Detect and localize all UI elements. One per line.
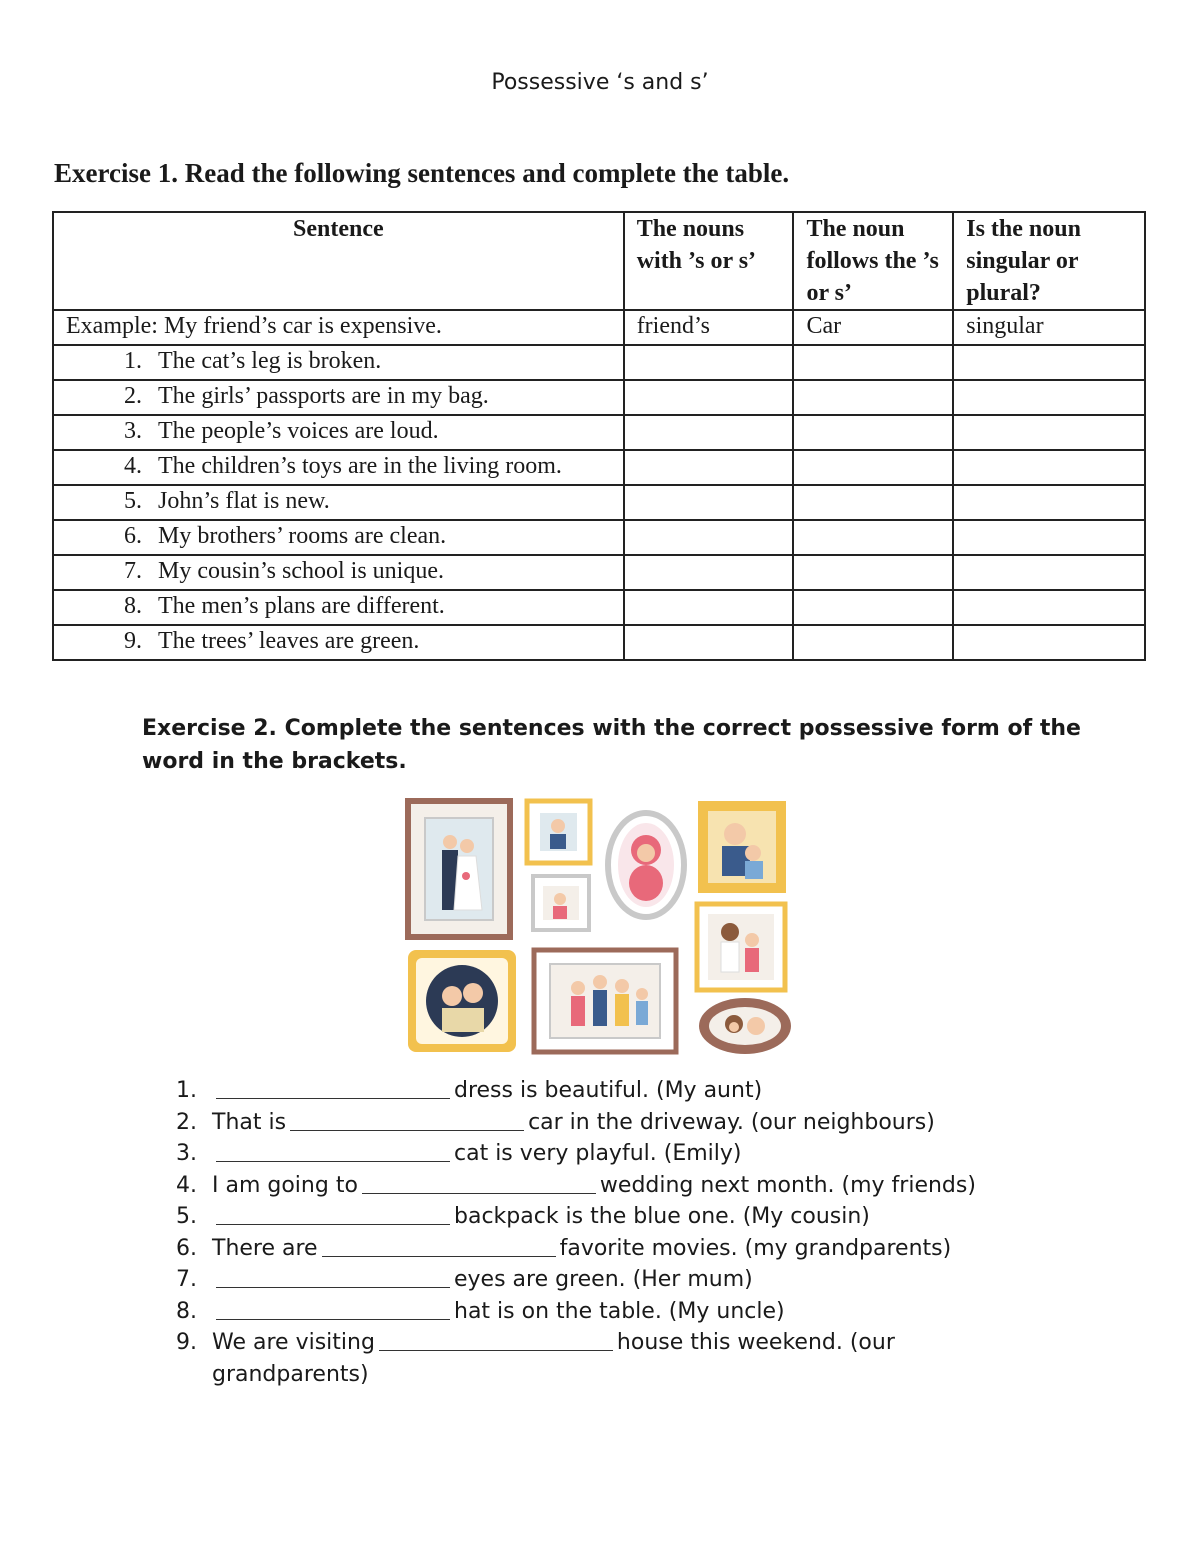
child-photo-frame — [527, 801, 590, 863]
item-text-before: I am going to — [212, 1172, 358, 1198]
sentence-text: The children’s toys are in the living room. — [158, 453, 562, 479]
sentence-cell — [53, 345, 624, 380]
number-answer-cell[interactable] — [953, 415, 1145, 450]
example-number: singular — [953, 310, 1145, 345]
item-text-after: eyes are green. (Her mum) — [454, 1267, 753, 1292]
example-sentence: Example: My friend’s car is expensive. — [53, 310, 624, 345]
item-text-after: wedding next month. (my friends) — [599, 1172, 976, 1198]
answer-blank[interactable] — [216, 1078, 450, 1099]
column-header-number: Is the noun singular or plural? — [953, 212, 1145, 310]
example-nouns: friend’s — [624, 310, 794, 345]
table-row — [53, 590, 1145, 625]
follows-answer-cell[interactable] — [793, 380, 953, 415]
follows-answer-cell[interactable] — [793, 345, 953, 380]
nouns-answer-cell[interactable] — [624, 345, 794, 380]
number-answer-cell[interactable] — [953, 450, 1145, 485]
follows-answer-cell[interactable] — [793, 590, 953, 625]
item-text-before: That is — [212, 1109, 287, 1135]
answer-blank[interactable] — [322, 1236, 556, 1257]
follows-answer-cell[interactable] — [793, 625, 953, 660]
table-row — [53, 345, 1145, 380]
nouns-answer-cell[interactable] — [624, 415, 794, 450]
sentence-cell — [53, 415, 624, 450]
list-item — [176, 1264, 1056, 1296]
table-row — [53, 520, 1145, 555]
answer-blank[interactable] — [216, 1204, 450, 1225]
item-text-after: backpack is the blue one. (My cousin) — [454, 1204, 870, 1229]
table-row-example — [53, 310, 1145, 345]
item-number: 5. — [176, 1204, 197, 1229]
answer-blank[interactable] — [216, 1267, 450, 1288]
sentence-cell — [53, 555, 624, 590]
sentence-text: The trees’ leaves are green. — [158, 628, 420, 654]
number-answer-cell[interactable] — [953, 485, 1145, 520]
elderly-couple-photo-frame — [408, 950, 516, 1052]
item-text-after: favorite movies. (my grandparents) — [559, 1235, 952, 1261]
table-row — [53, 555, 1145, 590]
mother-daughter-photo-frame — [697, 904, 785, 990]
list-item — [176, 1075, 1056, 1107]
couple-photo-oval-frame — [699, 998, 791, 1054]
list-item — [176, 1233, 1056, 1265]
nouns-answer-cell[interactable] — [624, 590, 794, 625]
list-item — [176, 1170, 1056, 1202]
item-number: 6. — [176, 1235, 197, 1261]
nouns-answer-cell[interactable] — [624, 625, 794, 660]
row-number: 2. — [124, 383, 142, 409]
row-number: 6. — [124, 523, 142, 549]
answer-blank[interactable] — [379, 1330, 613, 1351]
table-row — [53, 450, 1145, 485]
row-number: 9. — [124, 628, 142, 654]
list-item — [176, 1296, 1056, 1328]
item-text-after: house this weekend. (our grandparents) — [212, 1330, 895, 1387]
row-number: 8. — [124, 593, 142, 619]
number-answer-cell[interactable] — [953, 345, 1145, 380]
sentence-text: My cousin’s school is unique. — [158, 558, 444, 584]
exercise-1-heading: Exercise 1. Read the following sentences and complete the table. — [54, 158, 790, 188]
item-number: 1. — [176, 1078, 197, 1103]
table-row — [53, 380, 1145, 415]
item-number: 2. — [176, 1109, 197, 1135]
list-item — [176, 1138, 1056, 1170]
sentence-cell — [53, 450, 624, 485]
list-item — [176, 1327, 1056, 1390]
sentence-text: The people’s voices are loud. — [158, 418, 439, 444]
sentence-text: John’s flat is new. — [158, 488, 330, 514]
number-answer-cell[interactable] — [953, 590, 1145, 625]
answer-blank[interactable] — [216, 1299, 450, 1320]
sentence-text: The men’s plans are different. — [158, 593, 445, 619]
row-number: 3. — [124, 418, 142, 444]
column-header-follows: The noun follows the ’s or s’ — [793, 212, 953, 310]
row-number: 7. — [124, 558, 142, 584]
item-number: 9. — [176, 1330, 197, 1355]
number-answer-cell[interactable] — [953, 380, 1145, 415]
follows-answer-cell[interactable] — [793, 520, 953, 555]
item-number: 8. — [176, 1298, 197, 1324]
small-photo-frame — [533, 876, 589, 930]
nouns-answer-cell[interactable] — [624, 520, 794, 555]
follows-answer-cell[interactable] — [793, 450, 953, 485]
sentence-text: My brothers’ rooms are clean. — [158, 523, 447, 549]
item-text-after: hat is on the table. (My uncle) — [454, 1298, 785, 1324]
follows-answer-cell[interactable] — [793, 555, 953, 590]
table-row — [53, 625, 1145, 660]
page-title: Possessive ‘s and s’ — [491, 70, 709, 95]
list-item — [176, 1107, 1056, 1139]
follows-answer-cell[interactable] — [793, 485, 953, 520]
sentence-text: The cat’s leg is broken. — [158, 348, 382, 374]
sentence-text: The girls’ passports are in my bag. — [158, 383, 489, 409]
example-follows: Car — [793, 310, 953, 345]
number-answer-cell[interactable] — [953, 625, 1145, 660]
sentence-cell — [53, 380, 624, 415]
answer-blank[interactable] — [290, 1110, 524, 1131]
item-number: 4. — [176, 1172, 197, 1198]
sentence-cell — [53, 485, 624, 520]
sentence-cell — [53, 520, 624, 555]
item-number: 7. — [176, 1267, 197, 1292]
sentence-cell — [53, 625, 624, 660]
table-row — [53, 415, 1145, 450]
wedding-photo-frame — [408, 801, 510, 937]
item-text-before: We are visiting — [212, 1330, 375, 1355]
table-header-row — [53, 212, 1145, 310]
item-text-before: There are — [212, 1235, 318, 1261]
answer-blank[interactable] — [362, 1173, 596, 1194]
number-answer-cell[interactable] — [953, 520, 1145, 555]
grandparent-photo-frame — [698, 801, 786, 893]
family-photo-frames-illustration — [400, 798, 800, 1060]
row-number: 5. — [124, 488, 142, 514]
row-number: 1. — [124, 348, 142, 374]
item-text-after: cat is very playful. (Emily) — [454, 1141, 742, 1166]
exercise-2-heading: Exercise 2. Complete the sentences with the correct possessive form of the word in the brackets. — [142, 716, 1081, 774]
family-photo-frame — [534, 950, 676, 1052]
nouns-answer-cell[interactable] — [624, 555, 794, 590]
table-row — [53, 485, 1145, 520]
row-number: 4. — [124, 453, 142, 479]
item-number: 3. — [176, 1141, 197, 1166]
exercise-1-table — [52, 211, 1146, 661]
sentence-cell — [53, 590, 624, 625]
follows-answer-cell[interactable] — [793, 415, 953, 450]
item-text-after: dress is beautiful. (My aunt) — [454, 1078, 763, 1103]
baby-photo-oval-frame — [608, 813, 684, 917]
exercise-2-list — [176, 1075, 1056, 1390]
answer-blank[interactable] — [216, 1141, 450, 1162]
nouns-answer-cell[interactable] — [624, 450, 794, 485]
column-header-sentence: Sentence — [53, 212, 624, 310]
nouns-answer-cell[interactable] — [624, 380, 794, 415]
column-header-nouns: The nouns with ’s or s’ — [624, 212, 794, 310]
number-answer-cell[interactable] — [953, 555, 1145, 590]
list-item — [176, 1201, 1056, 1233]
item-text-after: car in the driveway. (our neighbours) — [528, 1109, 935, 1135]
nouns-answer-cell[interactable] — [624, 485, 794, 520]
